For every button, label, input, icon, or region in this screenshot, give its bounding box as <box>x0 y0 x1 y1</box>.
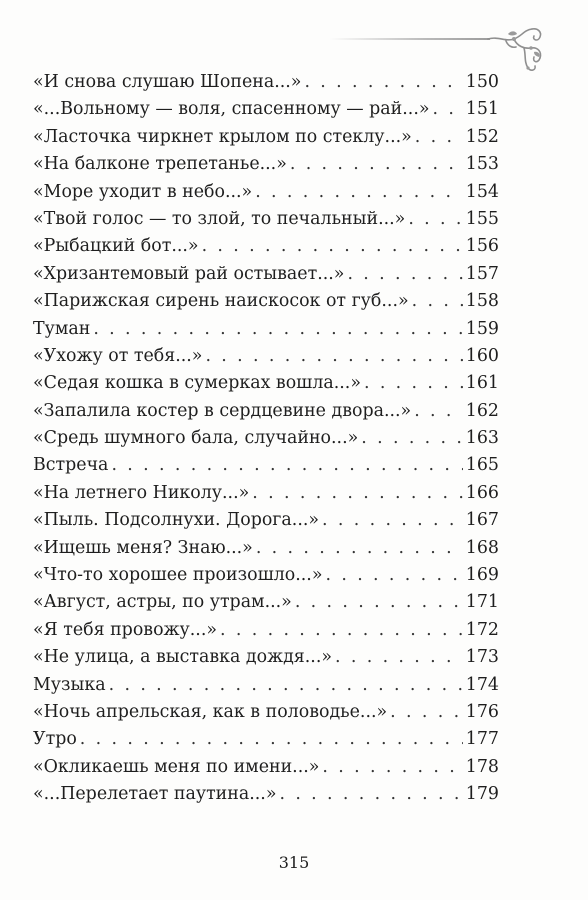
dot-leader <box>205 346 462 366</box>
dot-leader <box>335 647 463 667</box>
dot-leader <box>408 209 462 229</box>
dot-leader <box>256 538 463 558</box>
toc-entry-title: «Ищешь меня? Знаю...» <box>33 537 253 558</box>
toc-entry-page: 168 <box>465 537 499 558</box>
toc-entry <box>33 127 499 154</box>
dot-leader <box>304 72 462 92</box>
toc-entry-page: 155 <box>465 208 499 229</box>
toc-entry-page: 174 <box>465 674 499 695</box>
toc-entry-page: 158 <box>465 291 499 312</box>
toc-entry-title: Музыка <box>33 674 106 695</box>
toc-entry-title: «Твой голос — то злой, то печальный...» <box>33 208 406 229</box>
toc-entry-title: «Ночь апрельская, как в половодье...» <box>33 701 388 722</box>
table-of-contents <box>33 72 499 812</box>
toc-entry-title: «Август, астры, по утрам...» <box>33 592 292 613</box>
toc-entry-title: «И снова слушаю Шопена...» <box>33 72 302 92</box>
toc-entry <box>33 483 499 510</box>
toc-entry <box>33 428 499 455</box>
toc-entry <box>33 784 499 811</box>
toc-entry-title: «Запалила костер в сердцевине двора...» <box>33 400 412 421</box>
toc-entry-page: 154 <box>465 181 499 202</box>
toc-entry <box>33 236 499 263</box>
dot-leader <box>295 592 463 612</box>
toc-entry-page: 166 <box>465 482 499 503</box>
toc-entry-page: 157 <box>465 263 499 284</box>
dot-leader <box>322 757 462 777</box>
toc-entry <box>33 209 499 236</box>
toc-entry-page: 176 <box>465 701 499 722</box>
toc-entry-title: «На балконе трепетанье...» <box>33 154 287 175</box>
toc-entry-page: 171 <box>465 592 499 613</box>
toc-entry <box>33 182 499 209</box>
toc-entry <box>33 72 499 99</box>
toc-entry-page: 161 <box>465 373 499 394</box>
toc-entry <box>33 538 499 565</box>
toc-entry-title: «Седая кошка в сумерках вошла...» <box>33 373 361 394</box>
toc-entry-page: 179 <box>465 784 499 805</box>
toc-entry-page: 173 <box>465 647 499 668</box>
toc-entry-title: «Что-то хорошее произошло...» <box>33 565 323 586</box>
toc-entry <box>33 510 499 537</box>
dot-leader <box>252 483 463 503</box>
dot-leader <box>279 784 462 804</box>
toc-entry-page: 159 <box>465 318 499 339</box>
toc-entry-page: 165 <box>465 455 499 476</box>
toc-entry <box>33 373 499 400</box>
dot-leader <box>93 319 462 339</box>
toc-entry-title: «Я тебя провожу...» <box>33 619 218 640</box>
toc-entry <box>33 455 499 482</box>
toc-entry <box>33 675 499 702</box>
toc-entry-title: «Не улица, а выставка дождя...» <box>33 647 332 668</box>
toc-entry <box>33 264 499 291</box>
toc-entry-title: «Рыбацкий бот...» <box>33 236 199 257</box>
toc-entry-title: «...Вольному — воля, спасенному — рай...» <box>33 99 430 120</box>
dot-leader <box>347 264 462 284</box>
toc-entry-title: Туман <box>33 318 91 339</box>
toc-entry-page: 172 <box>465 619 499 640</box>
dot-leader <box>361 428 463 448</box>
toc-entry-page: 177 <box>465 729 499 750</box>
dot-leader <box>414 401 463 421</box>
toc-entry-page: 152 <box>465 126 499 147</box>
toc-entry-page: 162 <box>465 400 499 421</box>
header-rule <box>330 38 490 40</box>
toc-entry-title: «Пыль. Подсолнухи. Дорога...» <box>33 510 320 531</box>
toc-entry-page: 153 <box>465 154 499 175</box>
dot-leader <box>325 565 462 585</box>
toc-entry-title: «Хризантемовый рай остывает...» <box>33 263 345 284</box>
dot-leader <box>109 675 463 695</box>
dot-leader <box>412 291 463 311</box>
toc-entry <box>33 291 499 318</box>
toc-entry <box>33 702 499 729</box>
page-number: 315 <box>278 853 310 872</box>
toc-entry-title: Встреча <box>33 455 109 476</box>
toc-entry-page: 169 <box>465 565 499 586</box>
toc-entry-page: 163 <box>465 428 499 449</box>
toc-entry-title: «Море уходит в небо...» <box>33 181 253 202</box>
dot-leader <box>220 620 463 640</box>
toc-entry <box>33 647 499 674</box>
toc-entry <box>33 729 499 756</box>
toc-entry <box>33 620 499 647</box>
dot-leader <box>433 99 463 119</box>
toc-entry-title: «Средь шумного бала, случайно...» <box>33 428 359 449</box>
dot-leader <box>322 510 463 530</box>
dot-leader <box>255 182 463 202</box>
toc-entry-title: «Окликаешь меня по имени...» <box>33 756 320 777</box>
toc-entry-title: «Ухожу от тебя...» <box>33 345 203 366</box>
toc-entry-title: «...Перелетает паутина...» <box>33 784 277 805</box>
toc-entry-title: Утро <box>33 729 77 750</box>
toc-entry-title: «Ласточка чиркнет крылом по стеклу...» <box>33 126 412 147</box>
toc-entry-page: 156 <box>465 236 499 257</box>
toc-entry <box>33 154 499 181</box>
toc-entry <box>33 99 499 126</box>
dot-leader <box>80 729 463 749</box>
toc-entry-page: 178 <box>465 756 499 777</box>
toc-entry-title: «На летнего Николу...» <box>33 482 250 503</box>
toc-entry-page: 151 <box>465 99 499 120</box>
toc-entry <box>33 592 499 619</box>
toc-entry-page: 150 <box>465 72 499 92</box>
toc-entry-page: 160 <box>465 345 499 366</box>
toc-entry <box>33 757 499 784</box>
dot-leader <box>390 702 463 722</box>
dot-leader <box>364 373 463 393</box>
dot-leader <box>111 455 462 475</box>
toc-entry <box>33 319 499 346</box>
toc-entry <box>33 565 499 592</box>
dot-leader <box>290 154 463 174</box>
dot-leader <box>415 127 463 147</box>
toc-entry-title: «Парижская сирень наискосок от губ...» <box>33 291 409 312</box>
toc-entry-page: 167 <box>465 510 499 531</box>
toc-entry <box>33 401 499 428</box>
toc-entry <box>33 346 499 373</box>
dot-leader <box>202 236 463 256</box>
